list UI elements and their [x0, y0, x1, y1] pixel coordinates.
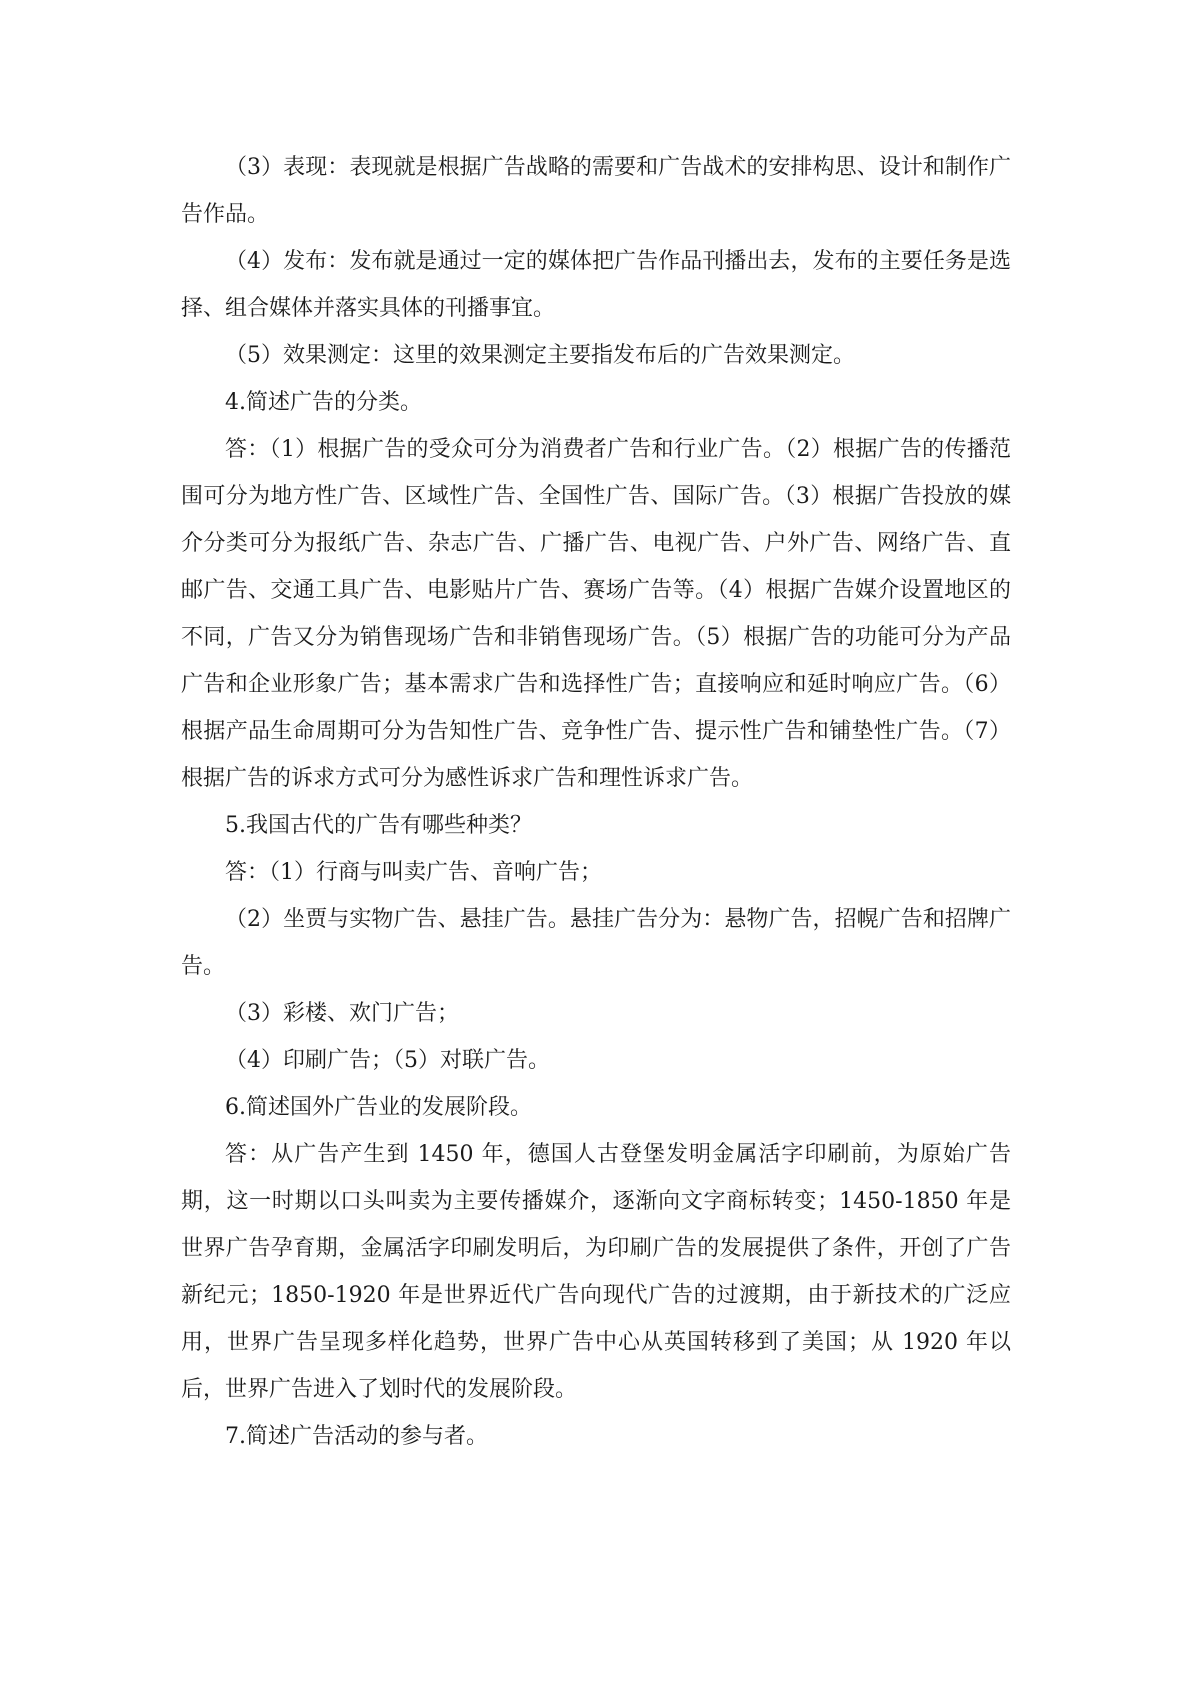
- question-4-heading: 4.简述广告的分类。: [225, 390, 422, 415]
- answer-5-item-2: （2）坐贾与实物广告、悬挂广告。悬挂广告分为：悬物广告，招幌广告和招牌广告。: [181, 907, 1011, 979]
- answer-4-paragraph: 答：（1）根据广告的受众可分为消费者广告和行业广告。（2）根据广告的传播范围可分为地方性广告、区域性广告、全国性广告、国际广告。（3）根据广告投放的媒介分类可分为报纸广告、杂志广告、广播广告、电视广告、户外广告、网络广告、直邮广告、交通工具广告、电影贴片广告、赛场广告等。（4）根据广告媒介设置地区的不同，广告又分为销售现场广告和非销售现场广告。（5）根据广告的功能可分为产品广告和企业形象广告；基本需求广告和选择性广告；直接响应和延时响应广告。（6）根据产品生命周期可分为告知性广告、竞争性广告、提示性广告和铺垫性广告。（7）根据广告的诉求方式可分为感性诉求广告和理性诉求广告。: [181, 437, 1011, 791]
- question-5-heading: 5.我国古代的广告有哪些种类？: [225, 813, 532, 838]
- question-6-heading: 6.简述国外广告业的发展阶段。: [225, 1095, 532, 1120]
- question-7-heading: 7.简述广告活动的参与者。: [225, 1424, 488, 1449]
- answer-5-item-4: （4）印刷广告；（5）对联广告。: [225, 1048, 550, 1073]
- answer-5-item-1: 答：（1）行商与叫卖广告、音响广告；: [225, 860, 602, 885]
- paragraph-publishing: （4）发布：发布就是通过一定的媒体把广告作品刊播出去，发布的主要任务是选择、组合媒体并落实具体的刊播事宜。: [181, 249, 1011, 321]
- paragraph-expression: （3）表现：表现就是根据广告战略的需要和广告战术的安排构思、设计和制作广告作品。: [181, 155, 1011, 227]
- paragraph-effect-measurement: （5）效果测定：这里的效果测定主要指发布后的广告效果测定。: [225, 343, 855, 368]
- document-body: [181, 144, 1011, 1460]
- answer-5-item-3: （3）彩楼、欢门广告；: [225, 1001, 459, 1026]
- answer-6-paragraph: 答：从广告产生到 1450 年，德国人古登堡发明金属活字印刷前，为原始广告期，这一时期以口头叫卖为主要传播媒介，逐渐向文字商标转变；1450-1850 年是世界广告孕育期，金属活字印刷发明后，为印刷广告的发展提供了条件，开创了广告新纪元；1850-1920 年是世界近代广告向现代广告的过渡期，由于新技术的广泛应用，世界广告呈现多样化趋势，世界广告中心从英国转移到了美国；从 1920 年以后，世界广告进入了划时代的发展阶段。: [181, 1142, 1011, 1402]
